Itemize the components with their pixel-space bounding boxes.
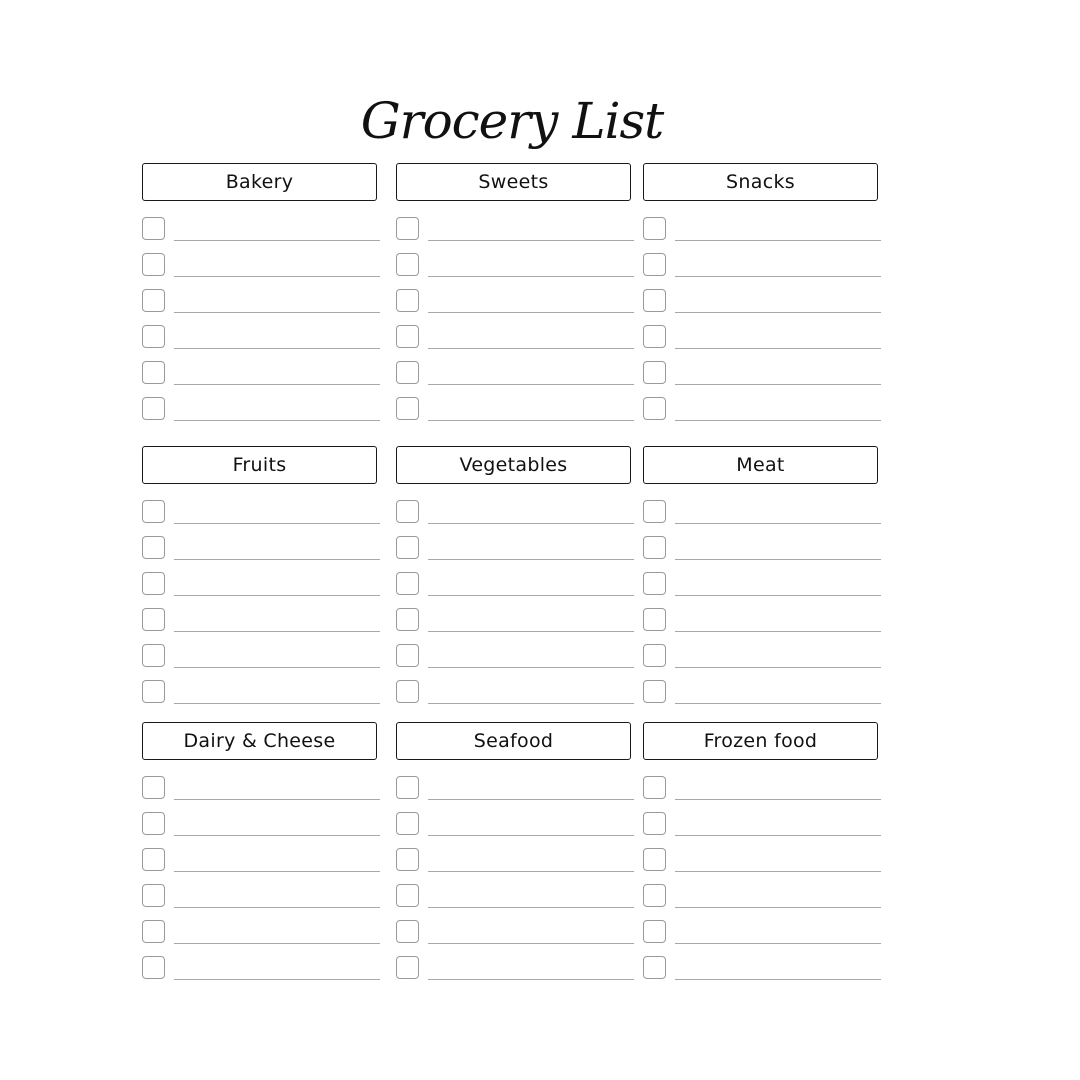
item-write-line[interactable] bbox=[174, 799, 380, 800]
list-item bbox=[396, 325, 636, 351]
item-write-line[interactable] bbox=[174, 979, 380, 980]
item-write-line[interactable] bbox=[675, 240, 881, 241]
item-write-line[interactable] bbox=[675, 943, 881, 944]
list-item bbox=[396, 812, 636, 838]
item-write-line[interactable] bbox=[174, 420, 380, 421]
section-header: Sweets bbox=[396, 163, 631, 201]
item-write-line[interactable] bbox=[428, 667, 634, 668]
item-write-line[interactable] bbox=[428, 240, 634, 241]
empty-checkbox-icon[interactable] bbox=[396, 325, 419, 348]
empty-checkbox-icon[interactable] bbox=[142, 812, 165, 835]
item-write-line[interactable] bbox=[428, 979, 634, 980]
list-item bbox=[643, 361, 883, 387]
list-item bbox=[396, 608, 636, 634]
empty-checkbox-icon[interactable] bbox=[142, 217, 165, 240]
list-item bbox=[142, 680, 382, 706]
page-title: Grocery List bbox=[360, 92, 664, 150]
list-item bbox=[396, 289, 636, 315]
list-item bbox=[396, 776, 636, 802]
item-write-line[interactable] bbox=[174, 943, 380, 944]
empty-checkbox-icon[interactable] bbox=[142, 397, 165, 420]
empty-checkbox-icon[interactable] bbox=[643, 956, 666, 979]
empty-checkbox-icon[interactable] bbox=[396, 776, 419, 799]
empty-checkbox-icon[interactable] bbox=[142, 920, 165, 943]
list-item bbox=[142, 500, 382, 526]
empty-checkbox-icon[interactable] bbox=[396, 920, 419, 943]
empty-checkbox-icon[interactable] bbox=[142, 848, 165, 871]
list-item bbox=[142, 217, 382, 243]
section-header: Frozen food bbox=[643, 722, 878, 760]
empty-checkbox-icon[interactable] bbox=[643, 608, 666, 631]
list-item bbox=[396, 536, 636, 562]
empty-checkbox-icon[interactable] bbox=[396, 500, 419, 523]
list-item bbox=[142, 572, 382, 598]
empty-checkbox-icon[interactable] bbox=[396, 397, 419, 420]
empty-checkbox-icon[interactable] bbox=[396, 572, 419, 595]
empty-checkbox-icon[interactable] bbox=[396, 608, 419, 631]
list-item bbox=[643, 325, 883, 351]
list-item bbox=[643, 608, 883, 634]
empty-checkbox-icon[interactable] bbox=[396, 253, 419, 276]
item-write-line[interactable] bbox=[174, 276, 380, 277]
list-item bbox=[643, 644, 883, 670]
list-item bbox=[396, 884, 636, 910]
item-write-line[interactable] bbox=[675, 835, 881, 836]
list-item bbox=[396, 848, 636, 874]
empty-checkbox-icon[interactable] bbox=[643, 776, 666, 799]
list-item bbox=[142, 644, 382, 670]
list-item bbox=[142, 812, 382, 838]
item-write-line[interactable] bbox=[428, 312, 634, 313]
list-item bbox=[643, 956, 883, 982]
list-item bbox=[142, 956, 382, 982]
empty-checkbox-icon[interactable] bbox=[643, 848, 666, 871]
item-write-line[interactable] bbox=[428, 559, 634, 560]
empty-checkbox-icon[interactable] bbox=[142, 956, 165, 979]
list-item bbox=[396, 500, 636, 526]
item-write-line[interactable] bbox=[675, 559, 881, 560]
item-write-line[interactable] bbox=[428, 907, 634, 908]
item-write-line[interactable] bbox=[675, 595, 881, 596]
list-item bbox=[142, 325, 382, 351]
item-write-line[interactable] bbox=[174, 240, 380, 241]
list-item bbox=[643, 500, 883, 526]
item-write-line[interactable] bbox=[675, 799, 881, 800]
empty-checkbox-icon[interactable] bbox=[643, 812, 666, 835]
item-write-line[interactable] bbox=[428, 631, 634, 632]
item-write-line[interactable] bbox=[174, 312, 380, 313]
list-item bbox=[396, 253, 636, 279]
list-item bbox=[142, 776, 382, 802]
item-write-line[interactable] bbox=[675, 312, 881, 313]
list-item bbox=[142, 397, 382, 423]
item-write-line[interactable] bbox=[174, 384, 380, 385]
empty-checkbox-icon[interactable] bbox=[142, 644, 165, 667]
list-item bbox=[142, 920, 382, 946]
list-item bbox=[396, 680, 636, 706]
item-write-line[interactable] bbox=[675, 667, 881, 668]
empty-checkbox-icon[interactable] bbox=[396, 289, 419, 312]
empty-checkbox-icon[interactable] bbox=[142, 325, 165, 348]
empty-checkbox-icon[interactable] bbox=[142, 361, 165, 384]
item-write-line[interactable] bbox=[675, 276, 881, 277]
item-write-line[interactable] bbox=[174, 907, 380, 908]
item-write-line[interactable] bbox=[428, 943, 634, 944]
item-write-line[interactable] bbox=[428, 871, 634, 872]
section-header: Meat bbox=[643, 446, 878, 484]
item-write-line[interactable] bbox=[428, 276, 634, 277]
empty-checkbox-icon[interactable] bbox=[142, 608, 165, 631]
empty-checkbox-icon[interactable] bbox=[396, 884, 419, 907]
section-header: Bakery bbox=[142, 163, 377, 201]
list-item bbox=[142, 884, 382, 910]
empty-checkbox-icon[interactable] bbox=[396, 644, 419, 667]
empty-checkbox-icon[interactable] bbox=[643, 884, 666, 907]
list-item bbox=[643, 217, 883, 243]
item-write-line[interactable] bbox=[675, 631, 881, 632]
list-item bbox=[396, 920, 636, 946]
empty-checkbox-icon[interactable] bbox=[142, 572, 165, 595]
item-write-line[interactable] bbox=[174, 595, 380, 596]
list-item bbox=[142, 361, 382, 387]
item-write-line[interactable] bbox=[675, 523, 881, 524]
empty-checkbox-icon[interactable] bbox=[643, 289, 666, 312]
empty-checkbox-icon[interactable] bbox=[643, 500, 666, 523]
list-item bbox=[643, 920, 883, 946]
item-write-line[interactable] bbox=[428, 523, 634, 524]
list-item bbox=[643, 776, 883, 802]
empty-checkbox-icon[interactable] bbox=[643, 644, 666, 667]
list-item bbox=[142, 289, 382, 315]
list-item bbox=[396, 217, 636, 243]
list-item bbox=[643, 812, 883, 838]
empty-checkbox-icon[interactable] bbox=[643, 920, 666, 943]
item-write-line[interactable] bbox=[675, 871, 881, 872]
item-write-line[interactable] bbox=[675, 420, 881, 421]
empty-checkbox-icon[interactable] bbox=[142, 776, 165, 799]
list-item bbox=[643, 397, 883, 423]
item-write-line[interactable] bbox=[675, 703, 881, 704]
list-item bbox=[142, 536, 382, 562]
item-write-line[interactable] bbox=[428, 384, 634, 385]
empty-checkbox-icon[interactable] bbox=[142, 536, 165, 559]
section-header: Seafood bbox=[396, 722, 631, 760]
empty-checkbox-icon[interactable] bbox=[396, 361, 419, 384]
item-write-line[interactable] bbox=[675, 907, 881, 908]
list-item bbox=[643, 289, 883, 315]
item-write-line[interactable] bbox=[675, 348, 881, 349]
empty-checkbox-icon[interactable] bbox=[396, 680, 419, 703]
empty-checkbox-icon[interactable] bbox=[142, 680, 165, 703]
item-write-line[interactable] bbox=[428, 835, 634, 836]
section-header: Dairy & Cheese bbox=[142, 722, 377, 760]
item-write-line[interactable] bbox=[428, 799, 634, 800]
item-write-line[interactable] bbox=[174, 667, 380, 668]
empty-checkbox-icon[interactable] bbox=[396, 848, 419, 871]
empty-checkbox-icon[interactable] bbox=[643, 680, 666, 703]
item-write-line[interactable] bbox=[174, 703, 380, 704]
item-write-line[interactable] bbox=[174, 348, 380, 349]
list-item bbox=[643, 848, 883, 874]
list-item bbox=[643, 680, 883, 706]
list-item bbox=[643, 572, 883, 598]
section-header: Vegetables bbox=[396, 446, 631, 484]
list-item bbox=[396, 572, 636, 598]
empty-checkbox-icon[interactable] bbox=[643, 325, 666, 348]
empty-checkbox-icon[interactable] bbox=[396, 217, 419, 240]
list-item bbox=[396, 956, 636, 982]
list-item bbox=[396, 361, 636, 387]
section-header: Fruits bbox=[142, 446, 377, 484]
empty-checkbox-icon[interactable] bbox=[643, 572, 666, 595]
section-header: Snacks bbox=[643, 163, 878, 201]
item-write-line[interactable] bbox=[675, 979, 881, 980]
empty-checkbox-icon[interactable] bbox=[142, 500, 165, 523]
item-write-line[interactable] bbox=[675, 384, 881, 385]
item-write-line[interactable] bbox=[428, 703, 634, 704]
empty-checkbox-icon[interactable] bbox=[643, 253, 666, 276]
item-write-line[interactable] bbox=[174, 631, 380, 632]
list-item bbox=[643, 253, 883, 279]
empty-checkbox-icon[interactable] bbox=[142, 289, 165, 312]
empty-checkbox-icon[interactable] bbox=[643, 536, 666, 559]
empty-checkbox-icon[interactable] bbox=[643, 217, 666, 240]
empty-checkbox-icon[interactable] bbox=[142, 884, 165, 907]
list-item bbox=[396, 397, 636, 423]
item-write-line[interactable] bbox=[428, 595, 634, 596]
list-item bbox=[643, 884, 883, 910]
list-item bbox=[643, 536, 883, 562]
list-item bbox=[396, 644, 636, 670]
list-item bbox=[142, 848, 382, 874]
empty-checkbox-icon[interactable] bbox=[643, 397, 666, 420]
item-write-line[interactable] bbox=[174, 835, 380, 836]
item-write-line[interactable] bbox=[174, 871, 380, 872]
item-write-line[interactable] bbox=[174, 523, 380, 524]
empty-checkbox-icon[interactable] bbox=[396, 956, 419, 979]
item-write-line[interactable] bbox=[174, 559, 380, 560]
list-item bbox=[142, 253, 382, 279]
list-item bbox=[142, 608, 382, 634]
empty-checkbox-icon[interactable] bbox=[142, 253, 165, 276]
item-write-line[interactable] bbox=[428, 420, 634, 421]
empty-checkbox-icon[interactable] bbox=[396, 536, 419, 559]
empty-checkbox-icon[interactable] bbox=[643, 361, 666, 384]
item-write-line[interactable] bbox=[428, 348, 634, 349]
empty-checkbox-icon[interactable] bbox=[396, 812, 419, 835]
